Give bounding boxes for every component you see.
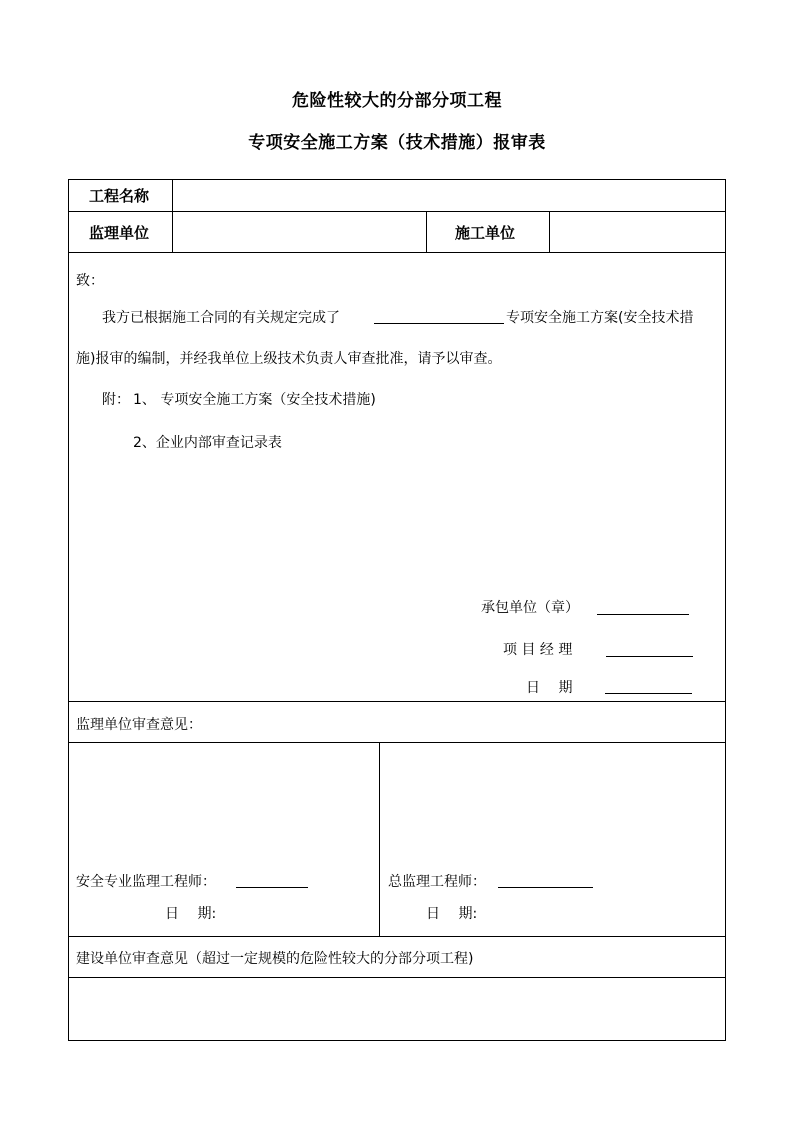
salutation: 致：: [76, 273, 104, 289]
body-paragraph-line2: 施)报审的编制，并经我单位上级技术负责人审查批准，请予以审查。: [76, 351, 502, 367]
project-manager-label: 项 目 经 理: [503, 642, 573, 658]
row-divider: [69, 211, 725, 212]
contractor-date-blank[interactable]: [605, 693, 692, 694]
project-name-label: 工程名称: [89, 187, 150, 205]
column-divider: [172, 180, 173, 252]
safety-engineer-date-label: 日 期:: [165, 906, 217, 922]
row-divider: [69, 977, 725, 978]
chief-engineer-label: 总监理工程师：: [388, 874, 486, 890]
contractor-seal-label: 承包单位（章）: [481, 600, 579, 616]
row-divider: [69, 936, 725, 937]
body-paragraph-part1: 我方已根据施工合同的有关规定完成了: [102, 310, 340, 326]
chief-engineer-date-label: 日 期:: [426, 906, 478, 922]
row-divider: [69, 701, 725, 702]
body-paragraph-part2: 专项安全施工方案(安全技术措: [506, 310, 694, 326]
owner-review-header: 建设单位审查意见（超过一定规模的危险性较大的分部分项工程): [76, 951, 474, 967]
supervision-unit-label: 监理单位: [89, 224, 150, 242]
row-divider: [69, 742, 725, 743]
safety-engineer-signature-blank[interactable]: [236, 887, 308, 888]
contractor-seal-blank[interactable]: [597, 614, 689, 615]
contractor-date-label: 日 期: [526, 680, 573, 696]
column-divider: [549, 211, 550, 252]
document-title-line1: 危险性较大的分部分项工程: [292, 91, 502, 111]
row-divider: [69, 252, 725, 253]
supervision-review-header: 监理单位审查意见：: [76, 717, 202, 733]
attachment-item-1: 1、 专项安全施工方案（安全技术措施): [133, 392, 376, 408]
column-divider: [379, 742, 380, 936]
construction-unit-label: 施工单位: [455, 224, 516, 242]
project-manager-blank[interactable]: [606, 656, 693, 657]
attachment-prefix: 附：: [102, 392, 130, 408]
document-title-line2: 专项安全施工方案（技术措施）报审表: [248, 133, 546, 153]
attachment-item-2: 2、企业内部审查记录表: [133, 435, 282, 451]
plan-name-blank[interactable]: [374, 323, 504, 324]
safety-engineer-label: 安全专业监理工程师：: [76, 874, 216, 890]
column-divider: [426, 211, 427, 252]
chief-engineer-signature-blank[interactable]: [498, 887, 593, 888]
review-form-table: [68, 179, 726, 1041]
